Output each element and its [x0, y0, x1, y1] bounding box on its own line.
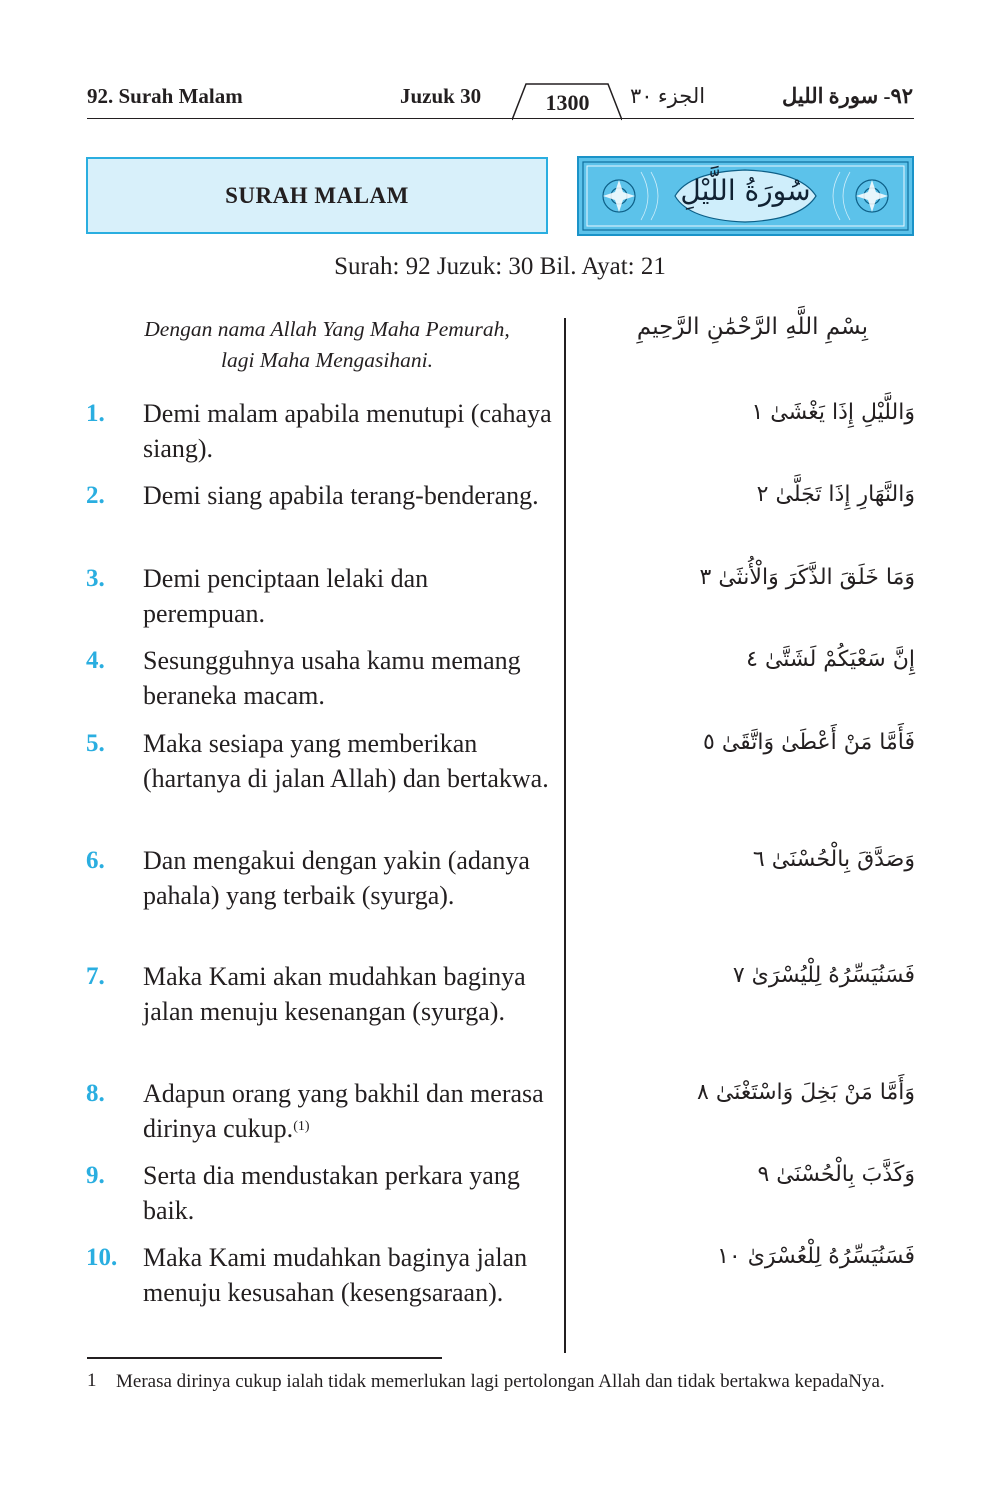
verse-translation: Sesungguhnya usaha kamu memang beraneka macam.	[143, 646, 521, 710]
verse-translation: Demi malam apabila menutupi (cahaya siang).	[143, 399, 552, 463]
verse-arabic: وَالنَّهَارِ إِذَا تَجَلَّىٰ ٢	[756, 482, 915, 507]
footnote-number: 1	[87, 1370, 97, 1391]
basmala-arabic: بِسْمِ اللَّهِ الرَّحْمَٰنِ الرَّحِيمِ	[636, 314, 869, 340]
verse-number: 4.	[86, 647, 105, 674]
verse-arabic: إِنَّ سَعْيَكُمْ لَشَتَّىٰ ٤	[746, 647, 915, 672]
verse-arabic: وَأَمَّا مَنْ بَخِلَ وَاسْتَغْنَىٰ ٨	[697, 1080, 915, 1105]
verse-arabic: وَصَدَّقَ بِالْحُسْنَىٰ ٦	[752, 847, 915, 872]
surah-title-box	[86, 157, 548, 234]
verse-translation: Maka sesiapa yang memberikan (hartanya di jalan Allah) dan bertakwa.	[143, 729, 549, 793]
verse-translation: Demi siang apabila terang-benderang.	[143, 481, 539, 510]
header-arabic-juz: الجزء ٣٠	[630, 84, 706, 108]
verse-translation: Serta dia mendustakan perkara yang baik.	[143, 1161, 520, 1225]
footnote-rule	[87, 1357, 442, 1359]
verse-translation: Maka Kami mudahkan baginya jalan menuju kesusahan (kesengsaraan).	[143, 1243, 528, 1307]
verse-number: 6.	[86, 847, 105, 874]
basmala-line-2: lagi Maha Mengasihani.	[221, 348, 433, 372]
verse-arabic: وَمَا خَلَقَ الذَّكَرَ وَالْأُنثَىٰ ٣	[699, 565, 915, 590]
verse-number: 3.	[86, 565, 105, 592]
basmala-translation	[92, 314, 562, 376]
verse-number: 1.	[86, 400, 105, 427]
verse-number: 5.	[86, 730, 105, 757]
footnote-text: Merasa dirinya cukup ialah tidak memerlukan lagi pertolongan Allah dan tidak bertakwa kepadaNya.	[116, 1371, 885, 1392]
verse-translation	[143, 1077, 553, 1146]
footnote-ref[interactable]: (1)	[293, 1118, 310, 1134]
verse-number: 8.	[86, 1080, 105, 1107]
basmala-line-1: Dengan nama Allah Yang Maha Pemurah,	[144, 317, 510, 341]
arabic-surah-title: سُورَةُ اللَّيْلِ	[680, 174, 811, 207]
header-surah-label: 92. Surah Malam	[87, 84, 243, 108]
header-juzuk-label: Juzuk 30	[400, 84, 482, 108]
verse-number: 7.	[86, 963, 105, 990]
arabic-title-ornament	[577, 156, 914, 236]
verse-translation: Maka Kami akan mudahkan baginya jalan menuju kesenangan (syurga).	[143, 962, 526, 1026]
verse-translation: Demi penciptaan lelaki dan perempuan.	[143, 564, 429, 628]
verse-arabic: وَكَذَّبَ بِالْحُسْنَىٰ ٩	[757, 1162, 915, 1187]
header-rule	[87, 118, 914, 119]
page-number: 1300	[545, 90, 590, 115]
verse-number: 9.	[86, 1162, 105, 1189]
verse-arabic: فَسَنُيَسِّرُهُ لِلْعُسْرَىٰ ١٠	[717, 1244, 915, 1269]
verse-number: 2.	[86, 482, 105, 509]
header-arabic-surah: ٩٢- سورة الليل	[782, 84, 914, 108]
surah-meta: Surah: 92 Juzuk: 30 Bil. Ayat: 21	[334, 253, 666, 280]
verse-arabic: فَأَمَّا مَنْ أَعْطَىٰ وَاتَّقَىٰ ٥	[703, 730, 915, 755]
verse-translation: Dan mengakui dengan yakin (adanya pahala) yang terbaik (syurga).	[143, 846, 530, 910]
verse-translation-text: Adapun orang yang bakhil dan merasa dirinya cukup.	[143, 1079, 544, 1143]
verse-arabic: فَسَنُيَسِّرُهُ لِلْيُسْرَىٰ ٧	[732, 963, 915, 988]
verse-arabic: وَاللَّيْلِ إِذَا يَغْشَىٰ ١	[751, 400, 915, 425]
verse-number: 10.	[86, 1244, 118, 1271]
column-divider	[564, 318, 566, 1353]
surah-title: SURAH MALAM	[225, 182, 409, 208]
